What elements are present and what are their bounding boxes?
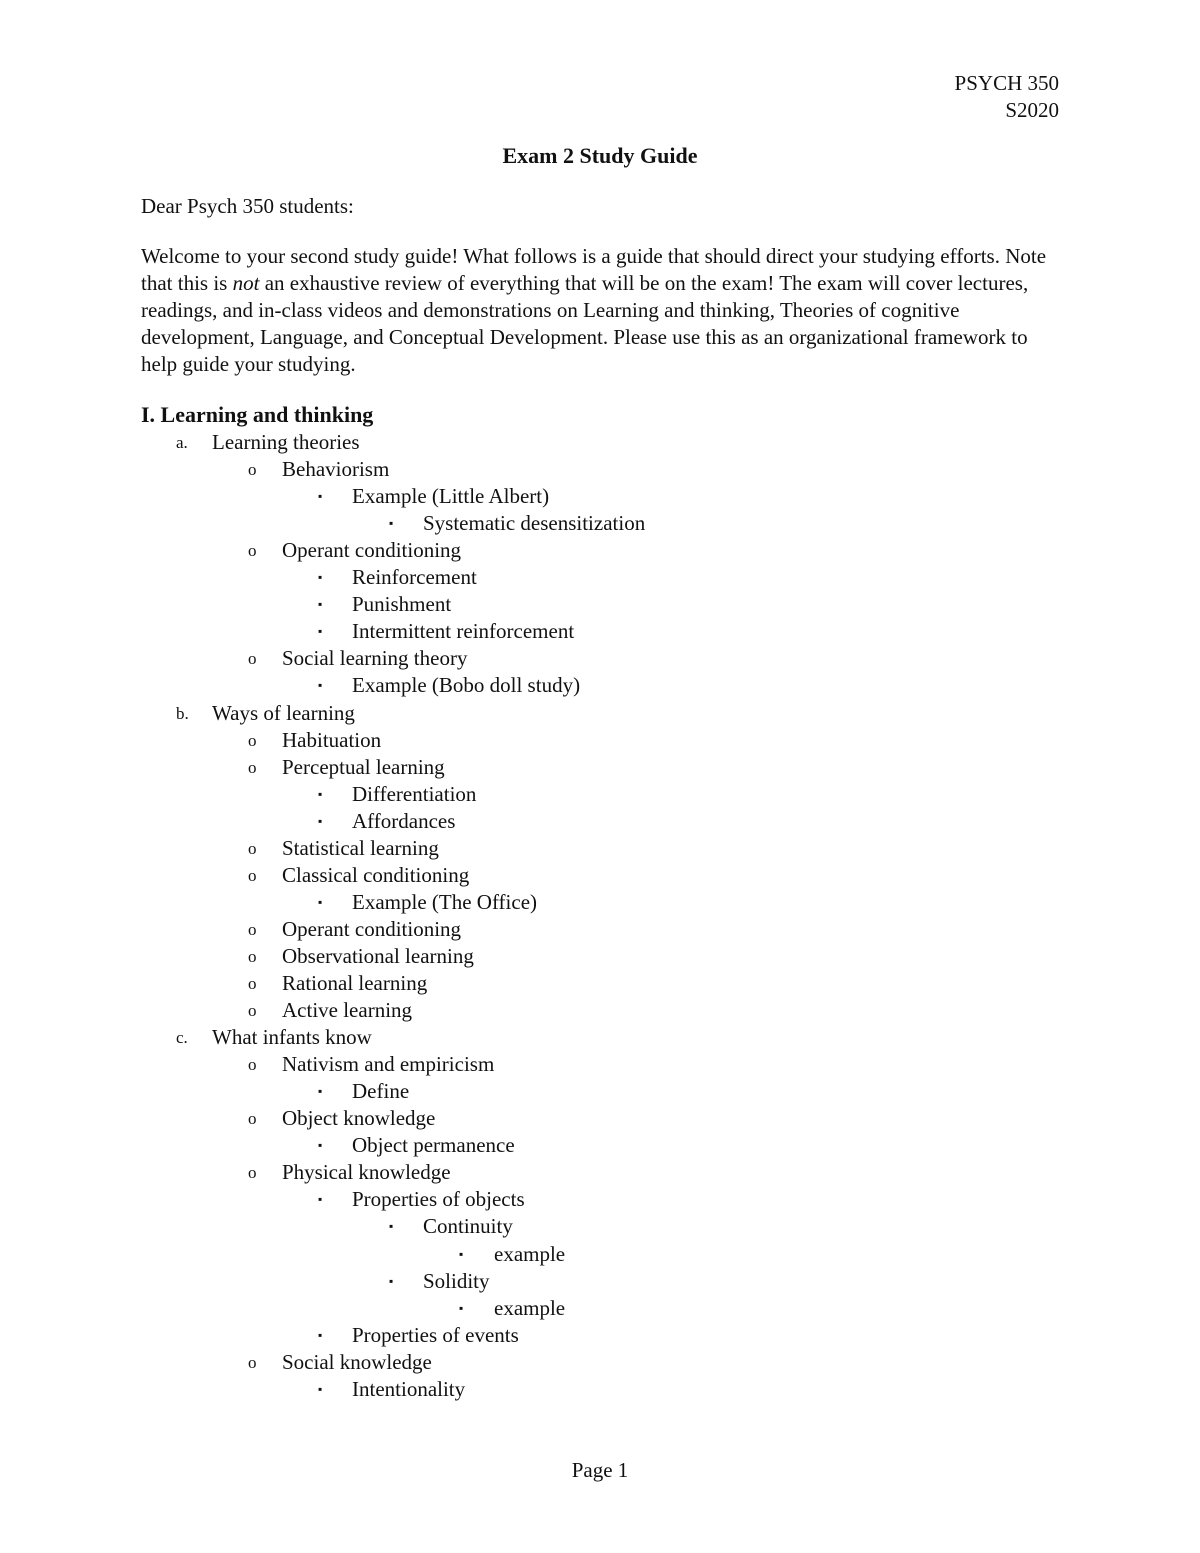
outline-item-text: Intermittent reinforcement: [352, 619, 575, 644]
outline-marker: c.: [176, 1028, 188, 1048]
outline-item: [0, 1268, 1200, 1295]
outline-marker: ▪: [318, 489, 323, 504]
outline-item: [0, 943, 1200, 970]
outline-marker: a.: [176, 433, 188, 452]
outline-item: [0, 1376, 1200, 1403]
outline-item-text: Social knowledge: [282, 1349, 432, 1374]
outline-marker: ▪: [318, 1381, 323, 1396]
outline-item-text: Reinforcement: [352, 565, 477, 590]
outline-item: [0, 1051, 1200, 1078]
outline-item-text: Learning theories: [212, 430, 360, 454]
outline-item: [0, 781, 1200, 808]
outline-item: [0, 1078, 1200, 1105]
outline-item: [0, 1295, 1200, 1322]
outline-marker: o: [248, 865, 257, 885]
page-header: [955, 70, 1059, 124]
outline-marker: o: [248, 946, 257, 966]
outline-item-text: Nativism and empiricism: [282, 1052, 495, 1077]
outline-marker: o: [248, 838, 257, 858]
outline-item-text: Object knowledge: [282, 1106, 436, 1131]
outline-item: [0, 483, 1200, 510]
outline-item-text: Affordances: [352, 808, 456, 833]
outline-item-text: example: [494, 1295, 566, 1320]
outline-item-text: Differentiation: [352, 781, 477, 806]
outline-item-text: Properties of events: [352, 1322, 519, 1347]
outline-marker: o: [248, 1109, 257, 1129]
outline-marker: ▪: [389, 1219, 394, 1234]
outline-item: [0, 672, 1200, 699]
document-title: Exam 2 Study Guide: [502, 143, 698, 168]
outline-item-text: example: [494, 1241, 566, 1266]
outline-item-text: Rational learning: [282, 971, 428, 995]
outline-item: [0, 754, 1200, 781]
outline-item-text: Social learning theory: [282, 646, 468, 671]
outline-marker: ▪: [459, 1246, 464, 1261]
outline-item-text: Classical conditioning: [282, 862, 470, 887]
outline-marker: ▪: [389, 1273, 394, 1288]
outline-item-text: Perceptual learning: [282, 754, 445, 779]
outline-item: [0, 618, 1200, 645]
outline-item-text: Continuity: [423, 1214, 513, 1239]
outline-marker: o: [248, 730, 257, 750]
outline-item-text: Object permanence: [352, 1133, 515, 1158]
outline-item: [0, 1241, 1200, 1268]
outline-item: [0, 889, 1200, 916]
outline-item: [0, 727, 1200, 754]
outline-marker: o: [248, 1055, 257, 1075]
outline-item-text: Physical knowledge: [282, 1160, 451, 1185]
outline-item-text: What infants know: [212, 1025, 372, 1050]
outline-marker: o: [248, 541, 257, 561]
outline-item: [0, 537, 1200, 564]
outline-marker: o: [248, 974, 257, 993]
outline-item: [0, 1105, 1200, 1132]
outline-marker: ▪: [389, 516, 394, 531]
outline-marker: o: [248, 1001, 257, 1021]
outline-marker: o: [248, 919, 257, 939]
outline-marker: ▪: [318, 597, 323, 612]
outline-item: [0, 564, 1200, 591]
outline-item: [0, 808, 1200, 835]
outline-item: [0, 510, 1200, 537]
outline-item-text: Example (Little Albert): [352, 484, 550, 509]
outline-marker: ▪: [318, 678, 323, 693]
outline-item: [0, 429, 1200, 456]
section-heading: I. Learning and thinking: [141, 402, 374, 427]
outline-item: [0, 835, 1200, 862]
outline-marker: o: [248, 757, 257, 777]
outline-marker: ▪: [459, 1300, 464, 1315]
outline-marker: ▪: [318, 1327, 323, 1342]
outline-marker: b.: [176, 703, 189, 723]
outline-item: [0, 591, 1200, 618]
outline-item: [0, 1349, 1200, 1376]
course-code: PSYCH 350: [954, 71, 1059, 95]
outline-item: [0, 1213, 1200, 1240]
outline-item-text: Properties of objects: [352, 1187, 525, 1212]
salutation: Dear Psych 350 students:: [141, 194, 354, 218]
outline-item-text: Ways of learning: [212, 700, 355, 725]
outline-marker: ▪: [318, 786, 323, 801]
outline-item: [0, 916, 1200, 943]
outline-item-text: Habituation: [282, 727, 382, 752]
outline-item: [0, 1186, 1200, 1213]
outline-marker: o: [248, 649, 257, 669]
outline-item: [0, 970, 1200, 997]
outline-marker: ▪: [318, 1138, 323, 1153]
outline-marker: ▪: [318, 624, 323, 639]
outline-item-text: Define: [352, 1079, 410, 1104]
outline-marker: ▪: [318, 894, 323, 909]
outline-item: [0, 862, 1200, 889]
outline-marker: o: [248, 460, 257, 480]
outline-item-text: Systematic desensitization: [423, 511, 646, 536]
term-code: S2020: [1005, 98, 1059, 122]
outline-item-text: Intentionality: [352, 1376, 466, 1401]
outline-item-text: Observational learning: [282, 943, 474, 968]
outline-item: [0, 1159, 1200, 1186]
intro-text-part2: an exhaustive review of everything that will be on the exam! The exam will cover lectures, readings, and in-class videos and demonstrations on Learning and thinking, Theories of cognitive development, Language, and Conceptual Development. Please use this as an organizational framework to help guide your studying.: [141, 271, 1029, 376]
outline-item-text: Solidity: [423, 1268, 490, 1293]
intro-text-part1: Welcome to your second study guide! What follows is a guide that should direct your studying efforts. Note that this is: [141, 244, 1047, 295]
outline-item-text: Operant conditioning: [282, 916, 462, 941]
outline-marker: ▪: [318, 1192, 323, 1207]
outline-marker: o: [248, 1163, 257, 1183]
outline-item-text: Example (Bobo doll study): [352, 673, 581, 698]
intro-emphasis: not: [232, 271, 260, 295]
outline-marker: o: [248, 1352, 257, 1372]
outline-item-text: Operant conditioning: [282, 538, 462, 563]
outline-item-text: Active learning: [282, 998, 413, 1023]
outline-item-text: Punishment: [352, 592, 452, 617]
outline-item-text: Behaviorism: [282, 457, 390, 482]
outline-item: [0, 1024, 1200, 1051]
outline-item: [0, 645, 1200, 672]
outline-item: [0, 456, 1200, 483]
intro-paragraph: [141, 243, 1061, 378]
page-footer: Page 1: [571, 1458, 629, 1482]
outline-marker: ▪: [318, 813, 323, 828]
outline-item: [0, 1132, 1200, 1159]
outline-item-text: Statistical learning: [282, 835, 439, 860]
outline-item: [0, 700, 1200, 727]
outline-item: [0, 1322, 1200, 1349]
outline-marker: ▪: [318, 1084, 323, 1099]
outline-item: [0, 997, 1200, 1024]
outline-marker: ▪: [318, 570, 323, 585]
outline-item-text: Example (The Office): [352, 889, 538, 914]
